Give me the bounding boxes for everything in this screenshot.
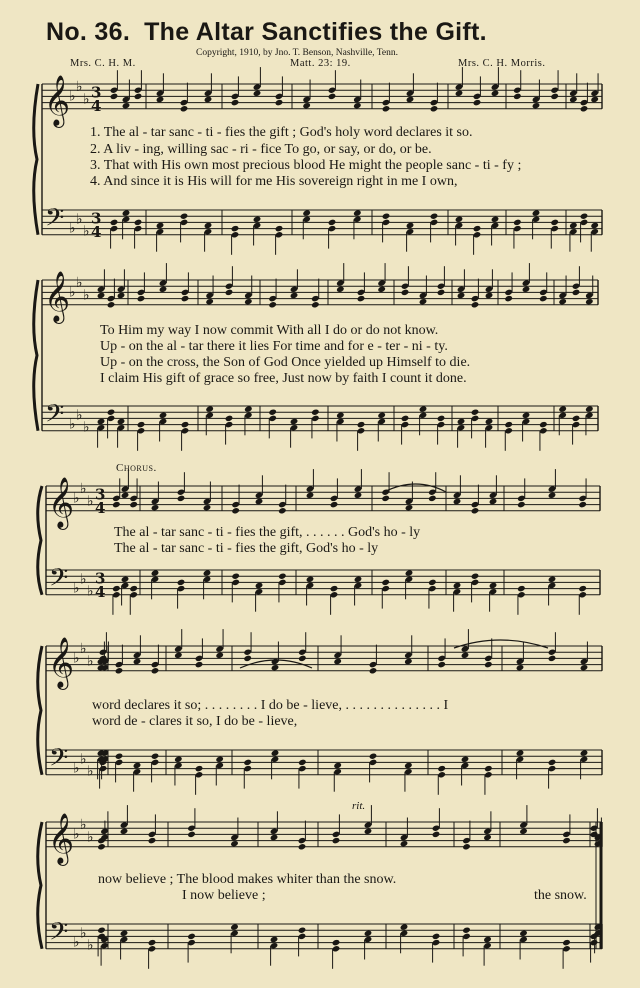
note-head <box>268 301 277 308</box>
note-head <box>471 573 480 580</box>
note-head <box>298 843 307 850</box>
note-head <box>354 492 363 499</box>
time-signature-top: 3 <box>95 569 106 588</box>
time-signature-bottom: 4 <box>91 96 102 115</box>
chorus-line-2-lower: word de - clares it so, I do be - lieve, <box>92 714 298 729</box>
note-head <box>302 102 311 109</box>
flat-icon: ♭ <box>73 934 80 951</box>
note-head <box>122 102 131 109</box>
note-head <box>271 664 280 671</box>
note-head <box>430 213 439 220</box>
chorus-label: Chorus. <box>116 462 157 474</box>
flat-icon: ♭ <box>87 493 94 510</box>
note-head <box>484 661 493 668</box>
note-head <box>225 415 234 422</box>
flat-icon: ♭ <box>69 88 76 105</box>
treble-clef-icon: 𝄞 <box>44 74 71 126</box>
note-head <box>333 658 342 665</box>
note-head <box>134 93 143 100</box>
note-head <box>244 298 253 305</box>
note-head <box>159 286 168 293</box>
flat-icon: ♭ <box>80 641 87 658</box>
time-signature-bottom: 4 <box>95 582 106 601</box>
chorus-line-3-lower: I now believe ; <box>182 888 266 903</box>
note-head <box>572 415 581 422</box>
note-head <box>364 930 373 937</box>
note-head <box>122 209 131 216</box>
note-head <box>134 219 143 226</box>
note-head <box>115 753 124 760</box>
note-head <box>181 295 190 302</box>
flat-icon: ♭ <box>73 826 80 843</box>
note-head <box>332 939 341 946</box>
note-head <box>400 923 409 930</box>
note-head <box>298 655 307 662</box>
note-head <box>278 573 287 580</box>
note-head <box>580 213 589 220</box>
chorus-line-3-upper: now believe ; The blood makes whiter than the snow. <box>98 872 397 887</box>
note-head <box>230 840 239 847</box>
note-head <box>430 105 439 112</box>
bass-clef-icon: 𝄢 <box>45 203 65 239</box>
ritardando-marking: rit. <box>352 800 366 812</box>
note-head <box>406 222 415 229</box>
chorus-line-1-lower: The al - tar sanc - ti - fies the gift, God's ho - ly <box>114 541 379 556</box>
note-head <box>231 99 240 106</box>
treble-clef-icon: 𝄞 <box>48 812 75 864</box>
note-head <box>517 585 526 592</box>
note-head <box>377 286 386 293</box>
note-head <box>195 661 204 668</box>
note-head <box>548 655 557 662</box>
verse-3-line-2: Up - on the cross, the Son of God Once yielded up Himself to die. <box>100 355 471 370</box>
note-head <box>137 295 146 302</box>
note-head <box>333 762 342 769</box>
note-head <box>578 585 587 592</box>
flat-icon: ♭ <box>69 220 76 237</box>
note-head <box>151 504 160 511</box>
note-head <box>572 289 581 296</box>
flat-icon: ♭ <box>80 481 87 498</box>
note-head <box>121 576 130 583</box>
flat-icon: ♭ <box>80 571 87 588</box>
note-head <box>428 495 437 502</box>
verse-4-line-1: 4. And since it is His will for me His sovereign right in me I own, <box>90 174 458 189</box>
time-signature-top: 3 <box>95 485 106 504</box>
verse-2-line-1: 2. A liv - ing, willing sac - ri - fice To go, or say, or do, or be. <box>90 142 432 157</box>
note-head <box>268 409 277 416</box>
note-head <box>151 569 160 576</box>
note-head <box>107 409 116 416</box>
note-head <box>558 298 567 305</box>
note-head <box>244 405 253 412</box>
system-brace <box>34 280 38 431</box>
note-head <box>369 667 378 674</box>
note-head <box>253 216 262 223</box>
note-head <box>177 495 186 502</box>
verse-3-line-1: 3. That with His own most precious blood He might the people sanc - ti - fy ; <box>90 158 522 173</box>
note-head <box>453 582 462 589</box>
note-head <box>513 219 522 226</box>
note-head <box>195 765 204 772</box>
note-head <box>354 576 363 583</box>
note-head <box>453 498 462 505</box>
note-head <box>133 658 142 665</box>
note-head <box>419 298 428 305</box>
note-head <box>270 834 279 841</box>
note-head <box>405 569 414 576</box>
note-head <box>580 749 589 756</box>
note-head <box>181 421 190 428</box>
note-head <box>243 759 252 766</box>
note-head <box>519 930 528 937</box>
note-head <box>369 753 378 760</box>
note-head <box>437 661 446 668</box>
note-head <box>381 495 390 502</box>
note-head <box>580 105 589 112</box>
chorus-line-2-upper: word declares it so; . . . . . . . . I do be - lieve, . . . . . . . . . . . . . . I <box>92 698 449 713</box>
note-head <box>558 405 567 412</box>
note-head <box>174 756 183 763</box>
note-head <box>133 762 142 769</box>
note-head <box>243 655 252 662</box>
note-head <box>306 492 315 499</box>
note-head <box>401 289 410 296</box>
verse-1-line-2: To Him my way I now commit With all I do or do not know. <box>100 323 439 338</box>
bass-clef-icon: 𝄢 <box>45 399 65 435</box>
note-head <box>311 409 320 416</box>
note-head <box>437 415 446 422</box>
note-head <box>148 939 157 946</box>
note-head <box>585 298 594 305</box>
note-head <box>151 753 160 760</box>
note-head <box>455 90 464 97</box>
note-head <box>205 298 214 305</box>
note-head <box>332 837 341 844</box>
verse-4-line-2: I claim His gift of grace so free, Just now by faith I count it done. <box>100 371 467 386</box>
note-head <box>419 405 428 412</box>
note-head <box>156 222 165 229</box>
note-head <box>504 421 513 428</box>
note-head <box>255 498 264 505</box>
note-head <box>290 418 299 425</box>
note-head <box>121 492 130 499</box>
note-head <box>311 301 320 308</box>
note-head <box>357 295 366 302</box>
note-head <box>504 295 513 302</box>
note-head <box>290 292 299 299</box>
verse-1-line-1: 1. The al - tar sanc - ti - fies the gift ; God's holy word declares it so. <box>90 125 473 140</box>
note-head <box>548 759 557 766</box>
note-head <box>569 222 578 229</box>
note-head <box>401 415 410 422</box>
note-head <box>513 93 522 100</box>
flat-icon: ♭ <box>76 275 83 292</box>
note-head <box>404 762 413 769</box>
flat-icon: ♭ <box>87 829 94 846</box>
note-head <box>462 843 471 850</box>
note-head <box>97 843 106 850</box>
note-head <box>271 749 280 756</box>
note-head <box>357 421 366 428</box>
note-head <box>484 765 493 772</box>
note-head <box>461 652 470 659</box>
note-head <box>382 105 391 112</box>
note-head <box>177 579 186 586</box>
hymn-number: No. 36. <box>46 18 131 46</box>
note-head <box>204 222 213 229</box>
note-head <box>519 828 528 835</box>
scripture-reference: Matt. 23: 19. <box>290 58 351 69</box>
note-head <box>473 99 482 106</box>
note-head <box>112 585 121 592</box>
note-head <box>120 930 129 937</box>
note-head <box>230 923 239 930</box>
flat-icon: ♭ <box>73 760 80 777</box>
note-head <box>585 405 594 412</box>
note-head <box>400 840 409 847</box>
flat-icon: ♭ <box>73 580 80 597</box>
note-head <box>485 292 494 299</box>
note-head <box>203 569 212 576</box>
note-head <box>328 219 337 226</box>
note-head <box>483 936 492 943</box>
note-head <box>112 501 121 508</box>
tie-slur <box>384 484 446 492</box>
note-head <box>117 418 126 425</box>
note-head <box>231 573 240 580</box>
treble-clef-icon: 𝄞 <box>44 270 71 322</box>
note-head <box>491 216 500 223</box>
bass-clef-icon: 𝄢 <box>49 563 69 599</box>
note-head <box>381 579 390 586</box>
note-head <box>590 222 599 229</box>
note-head <box>562 837 571 844</box>
note-head <box>562 939 571 946</box>
note-head <box>473 225 482 232</box>
note-head <box>428 579 437 586</box>
flat-icon: ♭ <box>87 763 94 780</box>
note-head <box>471 507 480 514</box>
note-head <box>437 289 446 296</box>
note-head <box>437 765 446 772</box>
flat-icon: ♭ <box>80 751 87 768</box>
flat-icon: ♭ <box>69 416 76 433</box>
system-brace <box>38 646 42 775</box>
note-head <box>302 209 311 216</box>
note-head <box>532 209 541 216</box>
note-head <box>432 933 441 940</box>
note-head <box>517 501 526 508</box>
note-head <box>180 213 189 220</box>
note-head <box>328 93 337 100</box>
note-head <box>231 225 240 232</box>
note-head <box>491 90 500 97</box>
note-head <box>406 96 415 103</box>
note-head <box>483 834 492 841</box>
time-signature-top: 3 <box>91 209 102 228</box>
note-head <box>539 295 548 302</box>
flat-icon: ♭ <box>73 650 80 667</box>
note-head <box>539 421 548 428</box>
note-head <box>298 927 307 934</box>
note-head <box>275 99 284 106</box>
note-head <box>107 301 116 308</box>
note-head <box>550 93 559 100</box>
note-head <box>516 749 525 756</box>
note-head <box>231 507 240 514</box>
note-head <box>110 219 119 226</box>
note-head <box>569 96 578 103</box>
bass-clef-icon: 𝄢 <box>49 743 69 779</box>
note-head <box>97 292 106 299</box>
time-signature-top: 3 <box>91 83 102 102</box>
treble-clef-icon: 𝄞 <box>48 636 75 688</box>
note-head <box>489 498 498 505</box>
note-head <box>336 286 345 293</box>
note-head <box>485 418 494 425</box>
note-head <box>97 418 106 425</box>
note-head <box>278 507 287 514</box>
note-head <box>377 412 386 419</box>
note-head <box>187 831 196 838</box>
flat-icon: ♭ <box>83 91 90 108</box>
system-brace <box>38 486 42 595</box>
note-head <box>148 837 157 844</box>
note-head <box>532 102 541 109</box>
flat-icon: ♭ <box>69 284 76 301</box>
note-head <box>353 209 362 216</box>
note-head <box>120 828 129 835</box>
note-head <box>330 585 339 592</box>
note-head <box>97 927 106 934</box>
flat-icon: ♭ <box>80 925 87 942</box>
note-head <box>548 576 557 583</box>
note-head <box>548 492 557 499</box>
note-head <box>215 756 224 763</box>
note-head <box>129 501 138 508</box>
note-head <box>156 96 165 103</box>
note-head <box>405 504 414 511</box>
note-head <box>522 286 531 293</box>
note-head <box>115 667 124 674</box>
note-head <box>151 667 160 674</box>
note-head <box>298 759 307 766</box>
flat-icon: ♭ <box>83 223 90 240</box>
note-head <box>215 652 224 659</box>
chorus-line-1-upper: The al - tar sanc - ti - fies the gift, . . . . . . God's ho - ly <box>114 525 421 540</box>
note-head <box>180 105 189 112</box>
note-head <box>522 412 531 419</box>
note-head <box>580 664 589 671</box>
note-head <box>117 292 126 299</box>
note-head <box>159 412 168 419</box>
flat-icon: ♭ <box>87 583 94 600</box>
note-head <box>471 301 480 308</box>
system-brace <box>34 84 38 235</box>
flat-icon: ♭ <box>76 211 83 228</box>
note-head <box>336 412 345 419</box>
note-head <box>137 421 146 428</box>
note-head <box>306 576 315 583</box>
note-head <box>353 102 362 109</box>
note-head <box>270 936 279 943</box>
note-head <box>461 756 470 763</box>
hymn-title: The Altar Sanctifies the Gift. <box>144 18 487 46</box>
time-signature-bottom: 4 <box>95 498 106 517</box>
copyright-line: Copyright, 1910, by Jno. T. Benson, Nashville, Tenn. <box>196 48 398 58</box>
chorus-line-3-ending: the snow. <box>534 888 587 903</box>
note-head <box>457 292 466 299</box>
time-signature-bottom: 4 <box>91 222 102 241</box>
note-head <box>455 216 464 223</box>
flat-icon: ♭ <box>76 79 83 96</box>
note-head <box>516 664 525 671</box>
note-head <box>205 405 214 412</box>
note-head <box>253 90 262 97</box>
note-head <box>590 96 599 103</box>
flat-icon: ♭ <box>73 490 80 507</box>
note-head <box>457 418 466 425</box>
note-head <box>204 96 213 103</box>
music-credit: Mrs. C. H. Morris. <box>458 58 546 69</box>
treble-clef-icon: 𝄞 <box>48 476 75 528</box>
note-head <box>275 225 284 232</box>
note-head <box>203 504 212 511</box>
flat-icon: ♭ <box>76 407 83 424</box>
note-head <box>255 582 264 589</box>
note-head <box>225 289 234 296</box>
note-head <box>489 582 498 589</box>
flat-icon: ♭ <box>80 817 87 834</box>
flat-icon: ♭ <box>87 653 94 670</box>
note-head <box>174 652 183 659</box>
note-head <box>578 501 587 508</box>
flat-icon: ♭ <box>87 937 94 954</box>
note-head <box>471 409 480 416</box>
note-head <box>187 933 196 940</box>
verse-2-line-2: Up - on the al - tar there it lies For time and for e - ter - ni - ty. <box>100 339 448 354</box>
note-head <box>330 501 339 508</box>
note-head <box>432 831 441 838</box>
note-head <box>462 927 471 934</box>
note-head <box>550 219 559 226</box>
bass-clef-icon: 𝄢 <box>49 917 69 953</box>
note-head <box>129 585 138 592</box>
flat-icon: ♭ <box>83 419 90 436</box>
note-head <box>364 828 373 835</box>
system-brace <box>38 822 42 949</box>
note-head <box>404 658 413 665</box>
note-head <box>110 93 119 100</box>
flat-icon: ♭ <box>83 287 90 304</box>
note-head <box>382 213 391 220</box>
words-credit: Mrs. C. H. M. <box>70 58 136 69</box>
